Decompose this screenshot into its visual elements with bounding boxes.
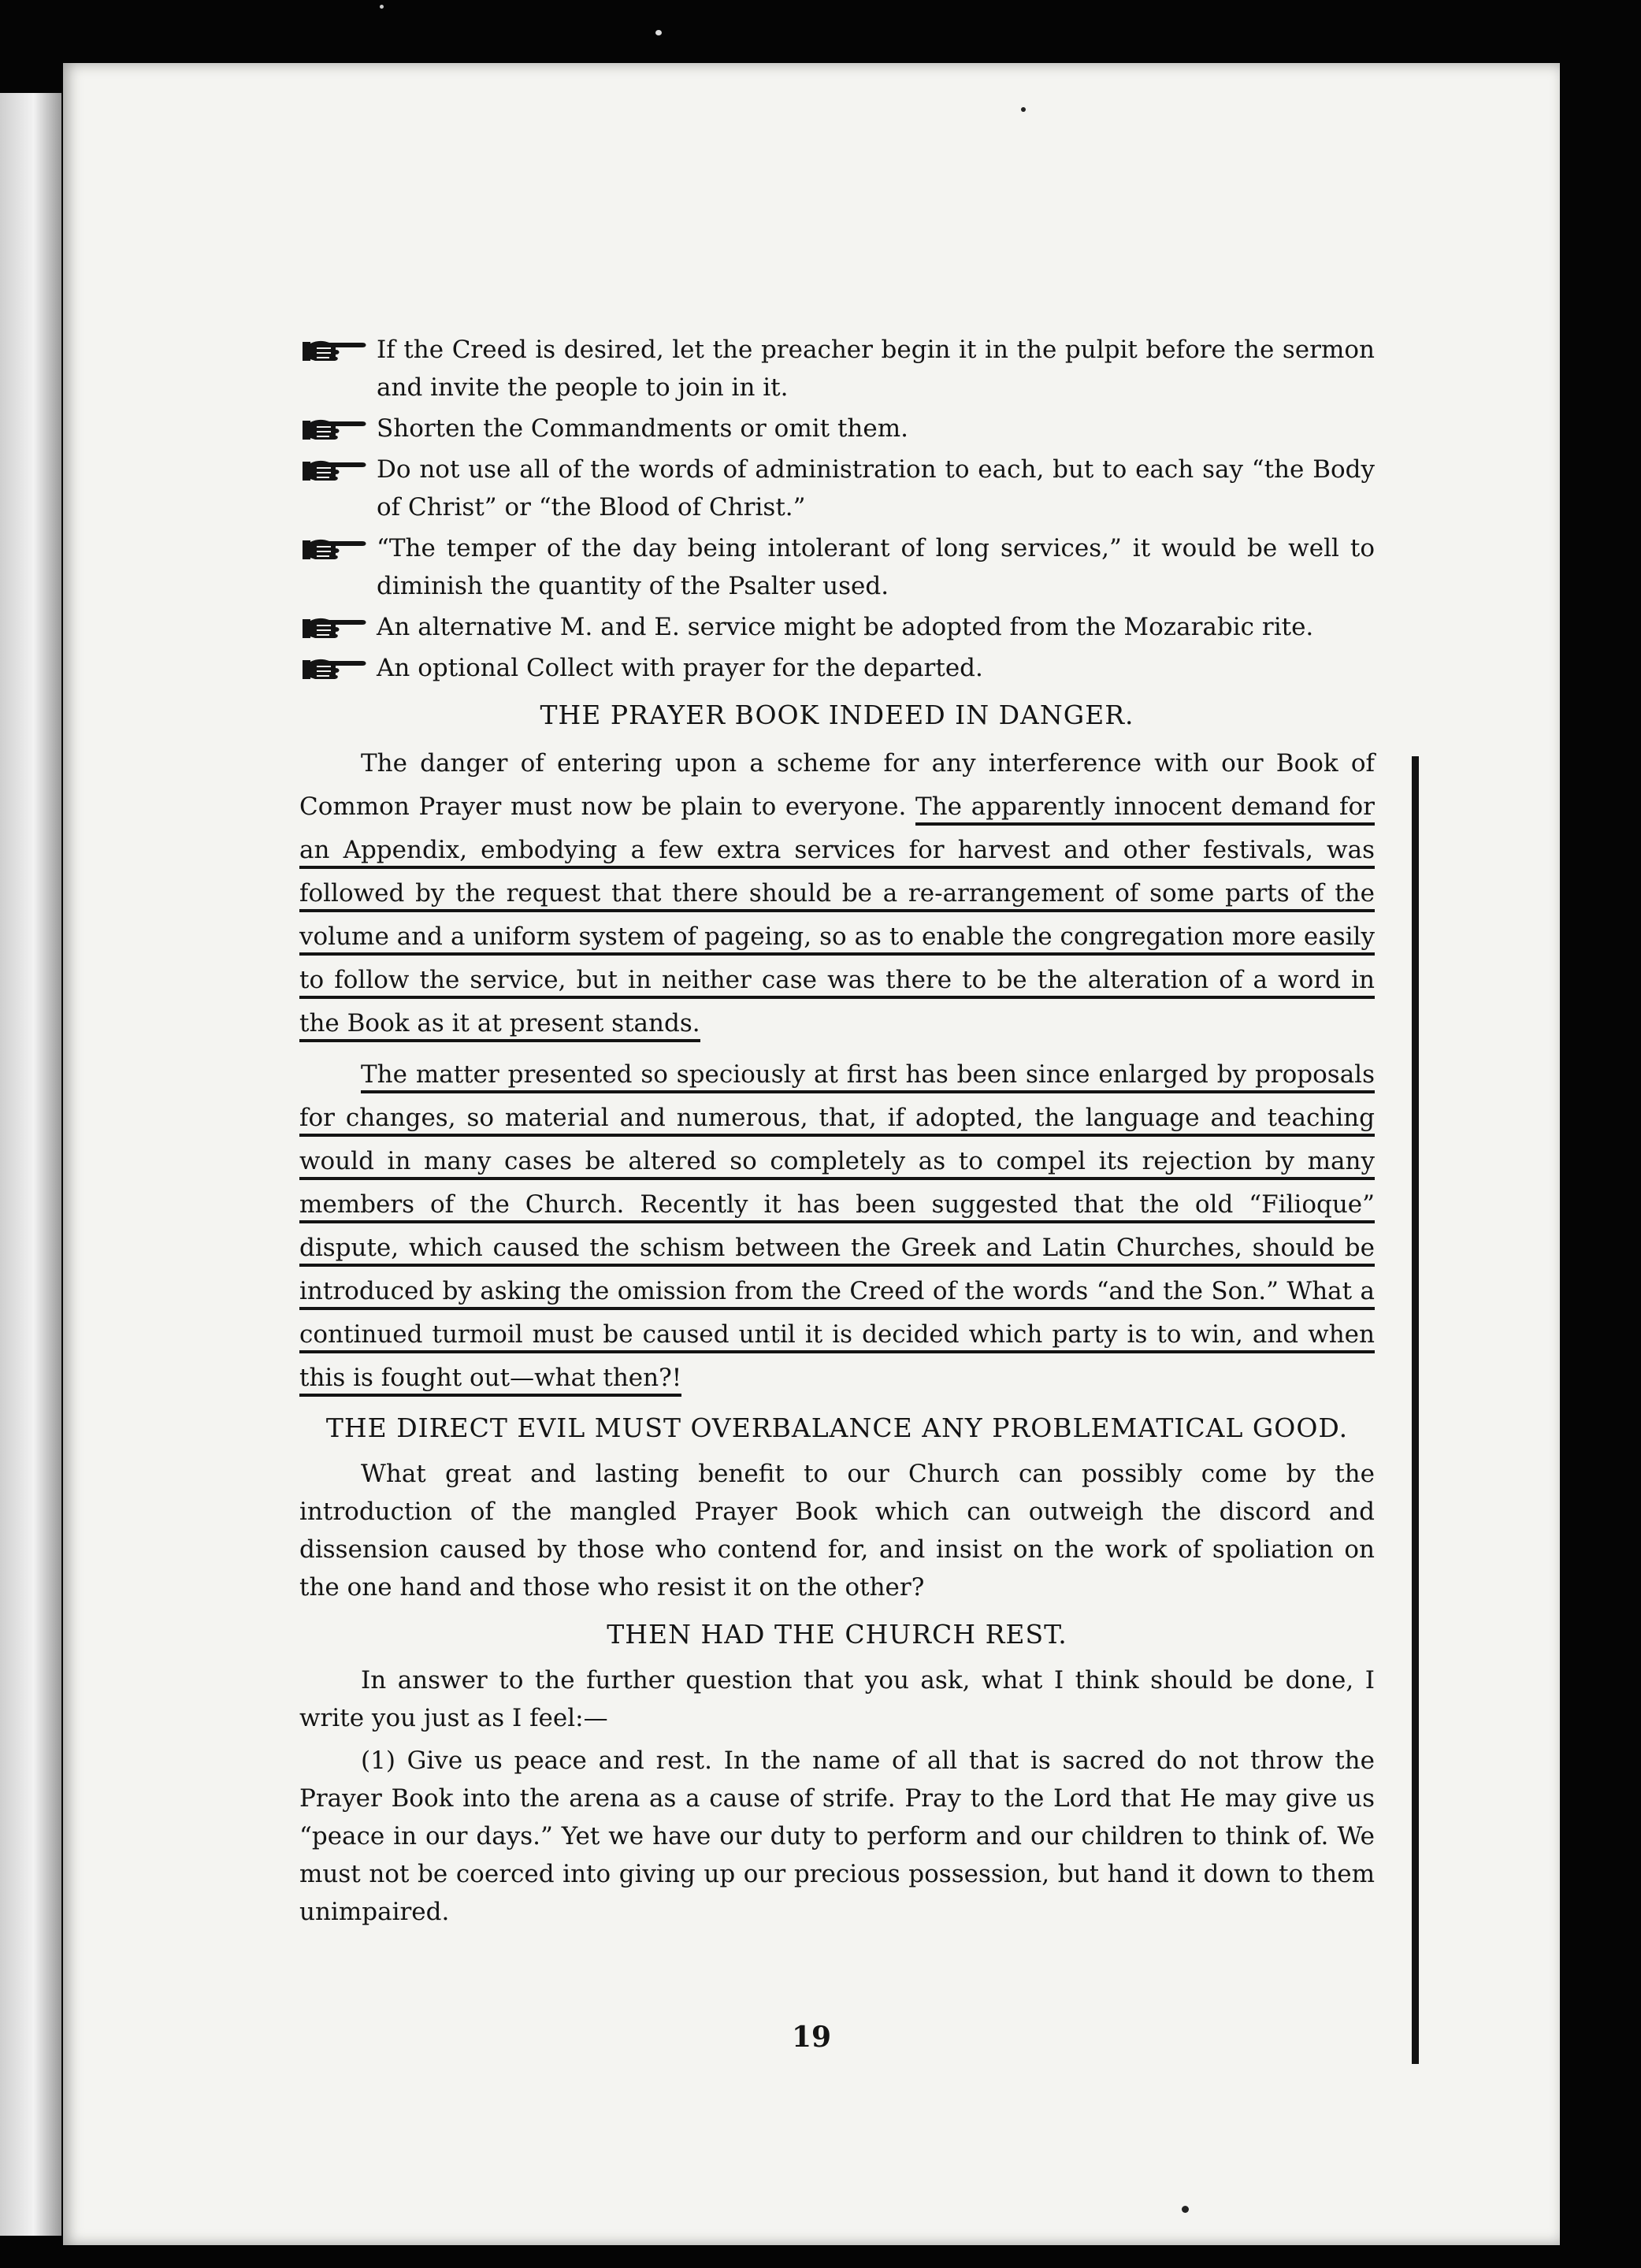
pointing-hand-icon	[299, 414, 369, 444]
facing-page-edge	[0, 93, 61, 2236]
section-heading: THE PRAYER BOOK INDEED IN DANGER.	[540, 700, 1134, 730]
bullet-text: An optional Collect with prayer for the departed.	[377, 654, 983, 682]
underlined-text: The matter presented so speciously at first has been since enlarged by proposals for changes, so material and numerous, that, if adopted, the language and teaching would in many cases be altered so completely as to compel its rejection by many members of the Church. Recently it has been suggested that the old “Filioque” dispute, which caused the schism between the Greek and Latin Churches, should be introduced by asking the omission from the Creed of the words “and the Son.” What a continued turmoil must be caused until it is decided which party is to win, and when this is fought out—what then?!	[299, 1060, 1375, 1397]
bullet-text: An alternative M. and E. service might be adopted from the Mozarabic rite.	[377, 613, 1314, 641]
underlined-text: The apparently innocent demand for an Appendix, embodying a few extra services for harvest and other festivals, was followed by the request that there should be a re-arrangement of some parts of the volume and a uniform system of pageing, so as to enable the congregation more easily to follow the service, but in neither case was there to be the alteration of a word in the Book as it at present stands.	[299, 793, 1375, 1042]
pointing-hand-icon	[299, 534, 369, 564]
pointing-hand-icon	[299, 654, 369, 684]
pointing-hand-icon	[299, 455, 369, 485]
pointing-hand-icon	[299, 613, 369, 643]
section-heading: THE DIRECT EVIL MUST OVERBALANCE ANY PROBLEMATICAL GOOD.	[325, 1412, 1349, 1443]
paragraph-text: The danger of entering upon a scheme for any interference with our Book of Common Prayer must now be plain to everyone.	[299, 749, 1375, 821]
bullet-item	[299, 410, 1375, 447]
book-page	[63, 63, 1560, 2245]
ink-speck	[380, 5, 384, 9]
ink-speck	[655, 30, 662, 35]
paragraph-filioque	[299, 1053, 1375, 1400]
margin-vertical-rule	[1412, 756, 1419, 2064]
bullet-text: If the Creed is desired, let the preacher begin it in the pulpit before the sermon and invite the people to join in it.	[377, 336, 1375, 402]
bullet-text: Do not use all of the words of administration to each, but to each say “the Body of Christ” or “the Blood of Christ.”	[377, 455, 1375, 522]
paragraph-prayer-book-danger	[299, 742, 1375, 1045]
page-text	[299, 331, 1375, 1936]
bullet-text: “The temper of the day being intolerant of long services,” it would be well to diminish the quantity of the Psalter used.	[377, 534, 1375, 600]
paragraph-peace: (1) Give us peace and rest. In the name of all that is sacred do not throw the Prayer Book into the arena as a cause of strife. Pray to the Lord that He may give us “peace in our days.” Yet we have our duty to perform and our children to think of. We must not be coerced into giving up our precious possession, but hand it down to them unimpaired.	[299, 1746, 1375, 1926]
paragraph-benefit: What great and lasting benefit to our Church can possibly come by the introduction of the mangled Prayer Book which can outweigh the discord and dissension caused by those who contend for, and insist on the work of spoliation on the one hand and those who resist it on the other?	[299, 1460, 1375, 1602]
page-number: 19	[791, 2021, 832, 2054]
bullet-item	[299, 529, 1375, 605]
section-heading: THEN HAD THE CHURCH REST.	[607, 1619, 1067, 1650]
bullet-text: Shorten the Commandments or omit them.	[377, 414, 908, 443]
pointing-hand-icon	[299, 336, 369, 366]
bullet-item	[299, 649, 1375, 687]
ink-speck	[1021, 107, 1026, 112]
bullet-item	[299, 331, 1375, 406]
bullet-item	[299, 451, 1375, 526]
ink-speck	[1182, 2206, 1189, 2213]
paragraph-answer: In answer to the further question that you ask, what I think should be done, I write you just as I feel:—	[299, 1666, 1375, 1732]
bullet-item	[299, 608, 1375, 646]
